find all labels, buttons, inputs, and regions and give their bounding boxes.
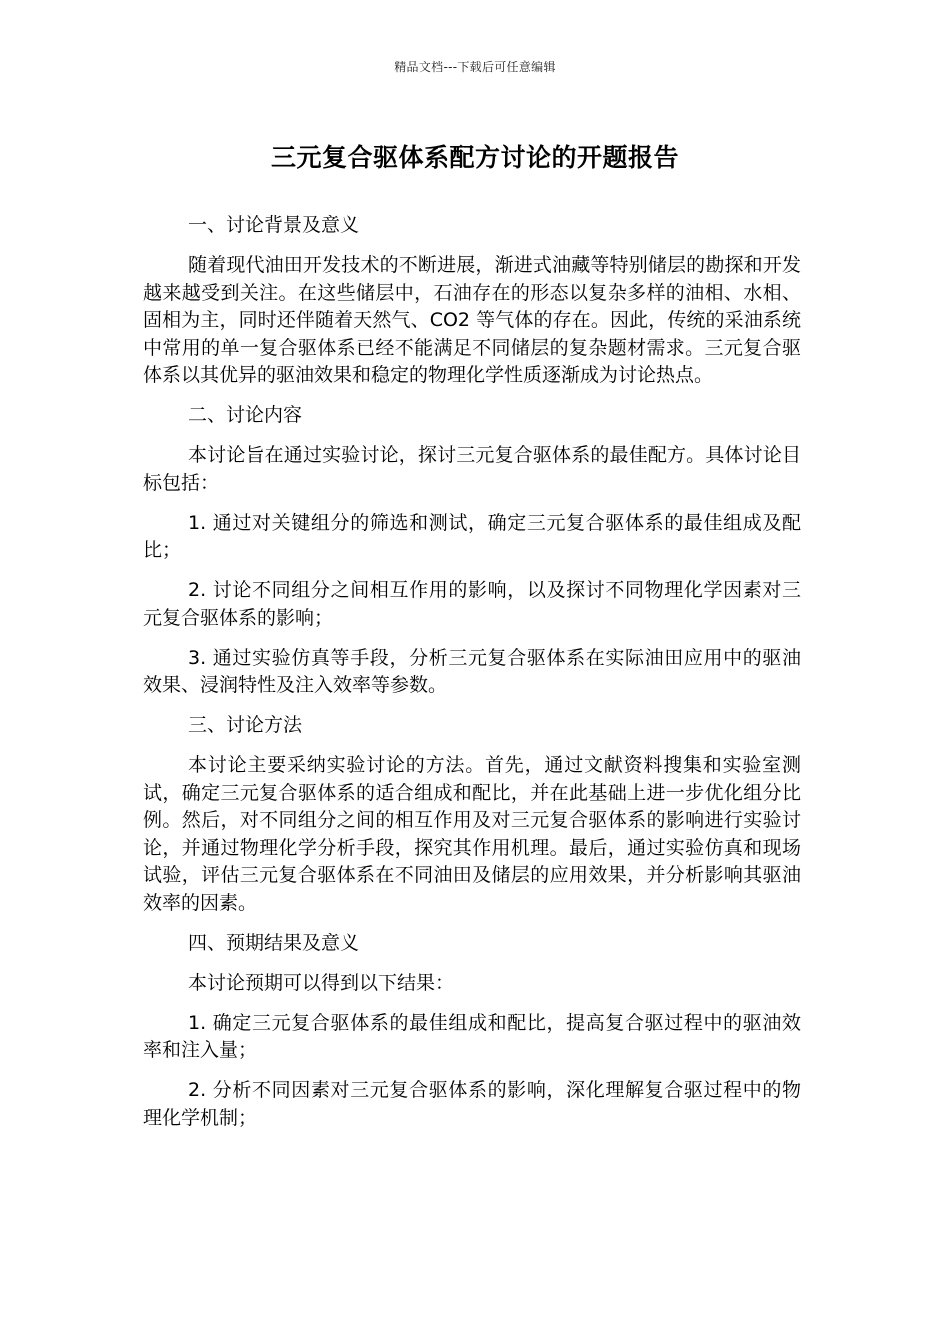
paragraph-content-intro: 本讨论旨在通过实验讨论，探讨三元复合驱体系的最佳配方。具体讨论目标包括： <box>143 444 801 494</box>
list-item-goal-2: 2. 讨论不同组分之间相互作用的影响，以及探讨不同物理化学因素对三元复合驱体系的影响； <box>143 579 801 629</box>
section-heading-method: 三、讨论方法 <box>188 714 303 736</box>
document-title: 三元复合驱体系配方讨论的开题报告 <box>270 143 679 172</box>
paragraph-method: 本讨论主要采纳实验讨论的方法。首先，通过文献资料搜集和实验室测试，确定三元复合驱体系的适合组成和配比，并在此基础上进一步优化组分比例。然后，对不同组分之间的相互作用及对三元复合驱体系的影响进行实验讨论，并通过物理化学分析手段，探究其作用机理。最后，通过实验仿真和现场试验，评估三元复合驱体系在不同油田及储层的应用效果，并分析影响其驱油效率的因素。 <box>143 754 801 914</box>
section-heading-results: 四、预期结果及意义 <box>188 931 360 954</box>
section-heading-content: 二、讨论内容 <box>188 404 303 426</box>
list-item-goal-3: 3. 通过实验仿真等手段，分析三元复合驱体系在实际油田应用中的驱油效果、浸润特性及注入效率等参数。 <box>143 646 801 696</box>
list-item-goal-1: 1. 通过对关键组分的筛选和测试，确定三元复合驱体系的最佳组成及配比； <box>143 511 801 561</box>
page-header-note: 精品文档---下载后可任意编辑 <box>394 60 556 74</box>
section-heading-background: 一、讨论背景及意义 <box>188 214 360 236</box>
document-body <box>143 212 801 1145</box>
list-item-result-1: 1. 确定三元复合驱体系的最佳组成和配比，提高复合驱过程中的驱油效率和注入量； <box>143 1011 801 1061</box>
list-item-result-2: 2. 分析不同因素对三元复合驱体系的影响，深化理解复合驱过程中的物理化学机制； <box>143 1079 801 1129</box>
paragraph-results-intro: 本讨论预期可以得到以下结果： <box>188 971 455 994</box>
paragraph-background: 随着现代油田开发技术的不断进展，渐进式油藏等特别储层的勘探和开发越来越受到关注。在这些储层中，石油存在的形态以复杂多样的油相、水相、固相为主，同时还伴随着天然气、CO2 等气体的存在。因此，传统的采油系统中常用的单一复合驱体系已经不能满足不同储层的复杂题材需求。三元复合驱体系以其优异的驱油效果和稳定的物理化学性质逐渐成为讨论热点。 <box>143 254 801 386</box>
